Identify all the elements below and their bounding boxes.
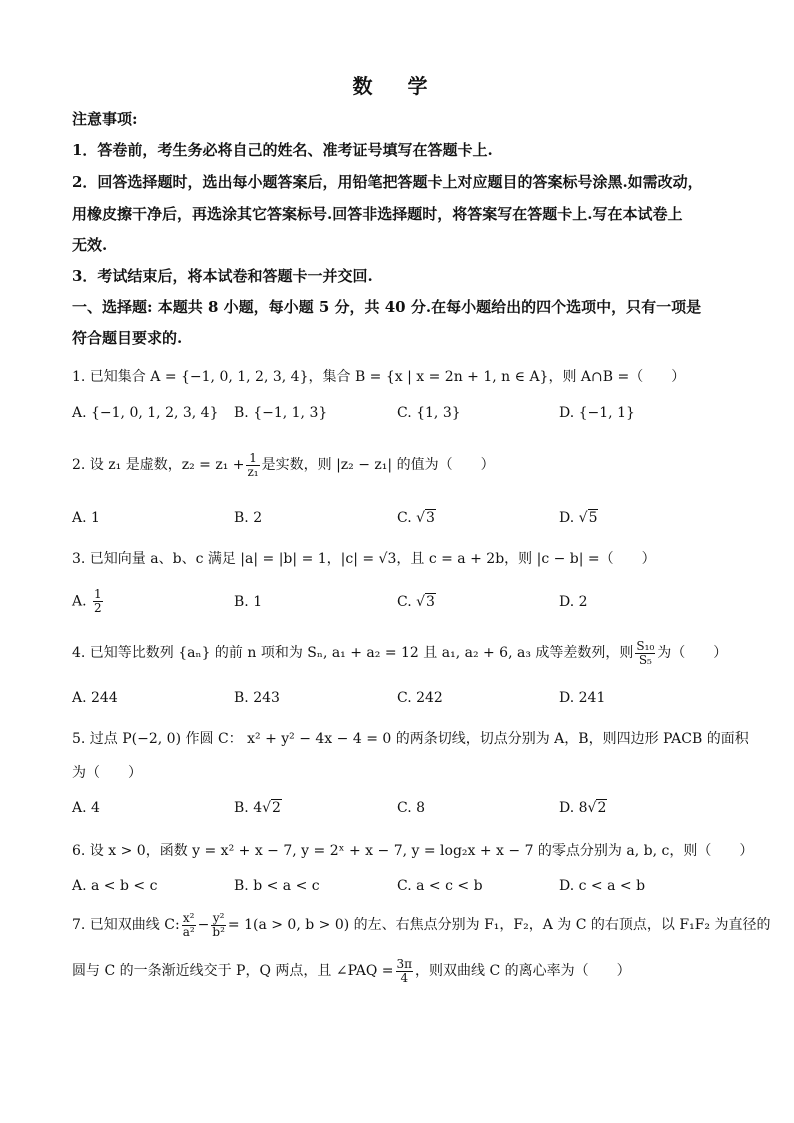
sqrt-radicand: 2 — [597, 800, 607, 816]
option-a: A. 244 — [72, 690, 118, 706]
question-7-stem-cont-part2: ，则双曲线 C 的离心率为（ ） — [415, 963, 631, 979]
question-2-stem-part2: 是实数，则 |z₂ − z₁| 的值为（ ） — [261, 457, 495, 473]
question-5-stem-cont: 为（ ） — [72, 765, 142, 781]
sqrt-symbol: √3 — [416, 594, 435, 610]
sqrt-radicand: 3 — [426, 510, 435, 526]
option-a: A. {−1, 0, 1, 2, 3, 4} — [72, 405, 219, 421]
option-a — [72, 588, 105, 615]
option-b: B. b < a < c — [234, 878, 320, 894]
fraction-numerator: 1 — [246, 452, 259, 466]
option-d: D. {−1, 1} — [559, 405, 635, 421]
sqrt-radicand: 2 — [272, 800, 281, 816]
sqrt-symbol: √5 — [578, 510, 598, 526]
question-5-options — [72, 800, 722, 824]
option-d — [559, 800, 607, 816]
fraction-numerator: x² — [182, 910, 195, 925]
option-b: B. {−1, 1, 3} — [234, 405, 328, 421]
fraction — [182, 912, 196, 939]
option-d-letter: D. 8 — [559, 800, 588, 816]
option-d — [559, 510, 598, 526]
option-b: B. 243 — [234, 690, 280, 706]
option-c: C. {1, 3} — [397, 405, 461, 421]
page-title: 数 学 — [352, 74, 442, 98]
option-a-letter: A. — [72, 593, 92, 610]
sqrt-symbol: √3 — [416, 510, 435, 526]
option-d: D. 2 — [559, 594, 588, 610]
fraction-denominator: 2 — [94, 601, 102, 615]
question-1-options — [72, 405, 722, 429]
option-c-letter: C. — [397, 594, 417, 610]
sqrt-symbol: √2 — [587, 800, 607, 816]
question-2-options — [72, 510, 722, 534]
fraction-numerator: 1 — [94, 587, 102, 601]
option-d-letter: D. — [559, 510, 579, 526]
question-7-stem — [72, 910, 771, 940]
option-c: C. 242 — [397, 690, 443, 706]
question-4-stem — [72, 638, 728, 668]
question-2-stem — [72, 450, 722, 480]
notice-heading: 注意事项: — [72, 110, 138, 128]
notice-item-1: 1．答卷前，考生务必将自己的姓名、准考证号填写在答题卡上. — [72, 141, 493, 159]
question-7-stem-part2: = 1(a > 0, b > 0) 的左、右焦点分别为 F₁，F₂，A 为 C 的右顶点，以 F₁F₂ 为直径的 — [227, 917, 771, 933]
question-7-stem-cont-part1: 圆与 C 的一条渐近线交于 P，Q 两点，且 ∠PAQ = — [72, 963, 394, 979]
option-c — [397, 594, 436, 610]
sqrt-symbol: √2 — [262, 800, 281, 816]
option-c — [397, 510, 436, 526]
fraction — [93, 588, 103, 615]
option-b-letter: B. 4 — [234, 800, 263, 816]
section-heading: 一、选择题: 本题共 8 小题，每小题 5 分，共 40 分.在每小题给出的四个选项中，只有一项是 — [72, 298, 702, 316]
fraction-denominator: z₁ — [247, 464, 259, 479]
sqrt-radicand: 5 — [588, 510, 598, 526]
fraction — [396, 958, 414, 985]
option-b: B. 2 — [234, 510, 263, 526]
fraction-denominator: b² — [212, 924, 225, 939]
notice-item-2-end: 无效. — [72, 236, 108, 254]
fraction — [246, 452, 259, 479]
section-heading-cont: 符合题目要求的. — [72, 329, 183, 347]
notice-item-2-cont: 用橡皮擦干净后，再选涂其它答案标号.回答非选择题时，将答案写在答题卡上.写在本试卷上 — [72, 205, 683, 223]
question-7-stem-part1: 7. 已知双曲线 C: — [72, 917, 180, 933]
option-a: A. 1 — [72, 510, 100, 526]
option-c: C. 8 — [397, 800, 426, 816]
question-5-stem: 5. 过点 P(−2, 0) 作圆 C： x² + y² − 4x − 4 = 0 的两条切线，切点分别为 A，B，则四边形 PACB 的面积 — [72, 731, 749, 747]
notice-item-2: 2．回答选择题时，选出每小题答案后，用铅笔把答题卡上对应题目的答案标号涂黑.如需改动， — [72, 173, 703, 191]
question-4-options — [72, 690, 722, 714]
option-c: C. a < c < b — [397, 878, 483, 894]
sqrt-radicand: 3 — [426, 594, 435, 610]
fraction-numerator: 3π — [396, 956, 413, 971]
fraction-numerator: y² — [212, 910, 225, 925]
question-7-stem-cont — [72, 956, 722, 986]
option-c-letter: C. — [397, 510, 417, 526]
fraction — [211, 912, 226, 939]
fraction — [635, 640, 655, 667]
option-d: D. c < a < b — [559, 878, 646, 894]
question-6-options — [72, 878, 722, 902]
fraction-denominator: a² — [182, 924, 195, 939]
notice-item-3: 3．考试结束后，将本试卷和答题卡一并交回. — [72, 267, 373, 285]
question-4-stem-part1: 4. 已知等比数列 {aₙ} 的前 n 项和为 Sₙ, a₁ + a₂ = 12 且 a₁, a₂ + 6, a₃ 成等差数列，则 — [72, 645, 634, 661]
option-d: D. 241 — [559, 690, 606, 706]
fraction-numerator: S₁₀ — [636, 638, 655, 653]
minus-sign: − — [197, 917, 210, 933]
option-a: A. 4 — [72, 800, 100, 816]
question-1-stem: 1. 已知集合 A = {−1, 0, 1, 2, 3, 4}，集合 B = {x | x = 2n + 1, n ∈ A}，则 A∩B =（ ） — [72, 369, 686, 385]
question-4-stem-part2: 为（ ） — [657, 645, 728, 661]
fraction-denominator: 4 — [400, 970, 409, 985]
question-3-stem: 3. 已知向量 a、b、c 满足 |a| = |b| = 1，|c| = √3，且 c = a + 2b，则 |c − b| =（ ） — [72, 551, 656, 567]
option-a: A. a < b < c — [72, 878, 158, 894]
option-b: B. 1 — [234, 594, 263, 610]
option-b — [234, 800, 282, 816]
fraction-denominator: S₅ — [638, 652, 652, 667]
question-6-stem: 6. 设 x > 0，函数 y = x² + x − 7, y = 2ˣ + x − 7, y = log₂x + x − 7 的零点分别为 a, b, c，则（ ） — [72, 843, 754, 859]
question-3-options — [72, 588, 722, 620]
question-2-stem-part1: 2. 设 z₁ 是虚数，z₂ = z₁ + — [72, 457, 245, 473]
